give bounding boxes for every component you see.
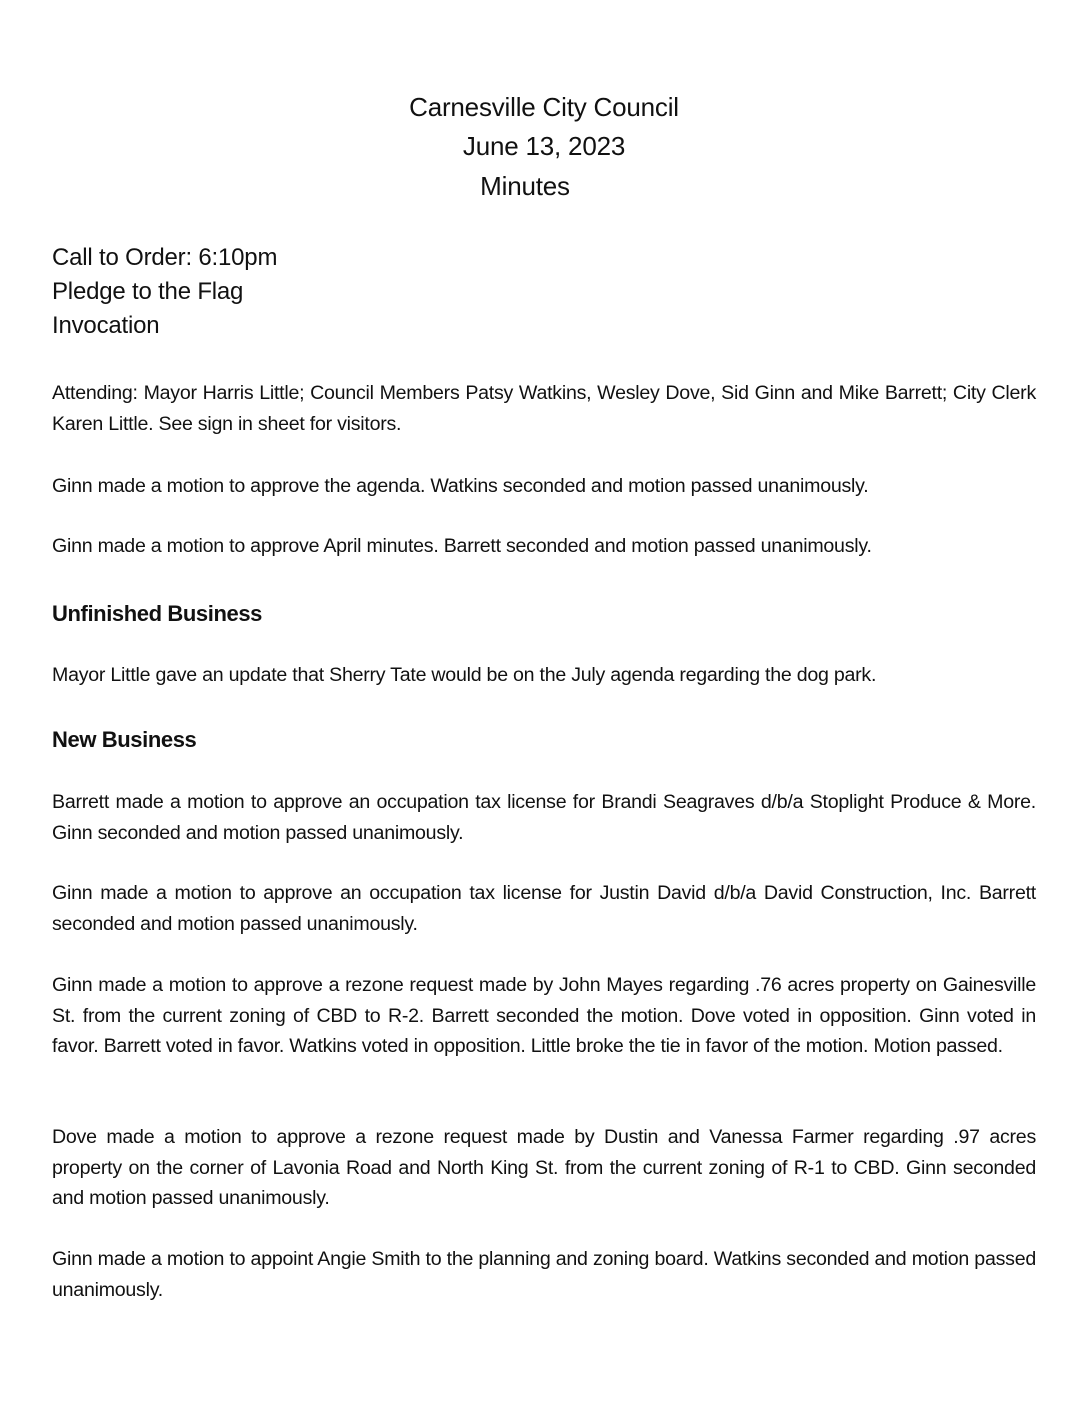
new-business-item-4: Dove made a motion to approve a rezone request made by Dustin and Vanessa Farmer regarding .97 acres property on the corner of Lavonia Road and North King St. from the current zoning of R-1 to CBD. Ginn seconded and motion passed unanimously. [52,1126,1036,1209]
new-business-item-2: Ginn made a motion to approve an occupation tax license for Justin David d/b/a David Construction, Inc. Barrett seconded and motion passed unanimously. [52,882,1036,935]
attending-paragraph: Attending: Mayor Harris Little; Council Members Patsy Watkins, Wesley Dove, Sid Ginn and Mike Barrett; City Clerk Karen Little. See sign in sheet for visitors. [52,382,1036,435]
new-business-item-3: Ginn made a motion to approve a rezone request made by John Mayes regarding .76 acres property on Gainesville St. from the current zoning of CBD to R-2. Barrett seconded the motion. Dove voted in opposition. Ginn voted in favor. Barrett voted in favor. Watkins voted in opposition. Little broke the tie in favor of the motion. Motion passed. [52,974,1036,1057]
document-subtitle [0,170,1088,202]
call-to-order: Call to Order: 6:10pm [52,244,278,271]
invocation-line: Invocation [52,312,160,339]
motion-approve-minutes: Ginn made a motion to approve April minutes. Barrett seconded and motion passed unanimously. [52,535,872,557]
unfinished-business-heading: Unfinished Business [52,601,262,626]
new-business-heading: New Business [52,727,197,752]
pledge-line: Pledge to the Flag [52,278,244,305]
unfinished-business-item: Mayor Little gave an update that Sherry Tate would be on the July agenda regarding the dog park. [52,664,877,686]
meeting-date: June 13, 2023 [462,131,626,161]
subtitle-text: Minutes [480,171,570,201]
motion-approve-agenda: Ginn made a motion to approve the agenda. Watkins seconded and motion passed unanimously. [52,475,869,497]
document-title: Carnesville City Council [409,92,679,122]
new-business-item-5: Ginn made a motion to appoint Angie Smith to the planning and zoning board. Watkins seconded and motion passed unanimously. [52,1248,1036,1301]
new-business-item-1: Barrett made a motion to approve an occupation tax license for Brandi Seagraves d/b/a Stoplight Produce & More. Ginn seconded and motion passed unanimously. [52,791,1036,844]
